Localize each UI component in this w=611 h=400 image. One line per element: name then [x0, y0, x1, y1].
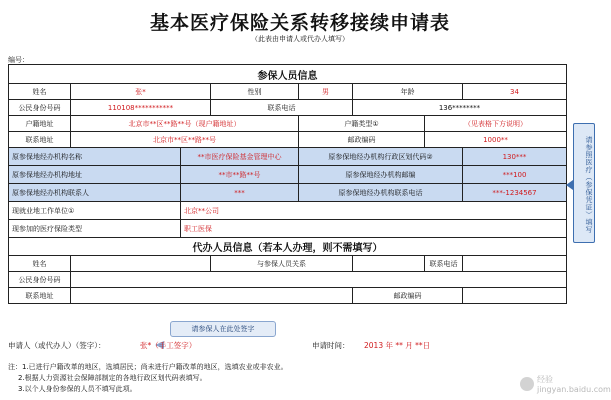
- footnotes: [8, 362, 288, 395]
- footnote-2: 2.根据人力资源社会保障部制定的各地行政区划代码表填写。: [18, 374, 207, 382]
- side-note-pointer: [566, 180, 573, 190]
- footnote-3: 3.以个人身份参保的人员不填写此项。: [18, 385, 137, 393]
- employer-value[interactable]: 北京**公司: [181, 202, 567, 220]
- hukou-address-label: 户籍地址: [9, 116, 71, 132]
- orig-agency-name-label: 原参保地经办机构名称: [9, 148, 181, 166]
- name-label: 姓名: [9, 84, 71, 100]
- watermark-line-2: jingyan.baidu.com: [537, 385, 611, 394]
- orig-agency-address-label: 原参保地经办机构地址: [9, 166, 181, 184]
- orig-agency-postcode-value[interactable]: ***100: [463, 166, 567, 184]
- agent-phone-value[interactable]: [463, 256, 567, 272]
- hukou-type-value[interactable]: （见表格下方说明）: [425, 116, 567, 132]
- agent-postcode-value[interactable]: [463, 288, 567, 304]
- agent-phone-label: 联系电话: [425, 256, 463, 272]
- orig-agency-contact-label: 原参保地经办机构联系人: [9, 184, 181, 202]
- applicant-signature-label: 申请人（或代办人）（签字）：: [8, 341, 106, 350]
- employer-label: 现就业地工作单位①: [9, 202, 181, 220]
- side-note: 请参照医疗（参保凭证）填写: [573, 123, 595, 243]
- id-value[interactable]: 110108***********: [71, 100, 211, 116]
- id-label: 公民身份号码: [9, 100, 71, 116]
- agent-relation-value[interactable]: [353, 256, 425, 272]
- agent-id-value[interactable]: [71, 272, 567, 288]
- orig-agency-name-value[interactable]: **市医疗保险基金管理中心: [181, 148, 299, 166]
- insurance-type-label: 现参加的医疗保险类型: [9, 220, 181, 238]
- insurance-type-value[interactable]: 职工医保: [181, 220, 567, 238]
- hukou-type-label: 户籍类型①: [299, 116, 425, 132]
- orig-agency-address-value[interactable]: **市**路**号: [181, 166, 299, 184]
- agent-relation-label: 与参保人员关系: [211, 256, 353, 272]
- footnote-1: 注：1.已进行户籍改革的地区，选填居民；尚未进行户籍改革的地区，选填农业或非农业。: [8, 363, 288, 371]
- form-title: 基本医疗保险关系转移接续申请表: [149, 12, 450, 34]
- application-date-value[interactable]: 2013 年 ** 月 **日: [364, 341, 431, 350]
- agent-id-label: 公民身份号码: [9, 272, 71, 288]
- form-subtitle: （此表由申请人或代办人填写）: [251, 35, 349, 43]
- agent-address-label: 联系地址: [9, 288, 71, 304]
- orig-agency-phone-value[interactable]: ***-1234567: [463, 184, 567, 202]
- age-label: 年龄: [353, 84, 463, 100]
- phone-value[interactable]: 136********: [353, 100, 567, 116]
- contact-address-value[interactable]: 北京市**区**路**号: [71, 132, 299, 148]
- gender-value[interactable]: 男: [299, 84, 353, 100]
- orig-agency-postcode-label: 原参保地经办机构邮编: [299, 166, 463, 184]
- section-agent-header: 代办人员信息（若本人办理，则不需填写）: [9, 238, 567, 256]
- applicant-signature-value[interactable]: 张*（手工签字）: [140, 341, 197, 350]
- orig-region-code-value[interactable]: 130***: [463, 148, 567, 166]
- agent-postcode-label: 邮政编码: [353, 288, 463, 304]
- orig-region-code-label: 原参保地经办机构行政区划代码②: [299, 148, 463, 166]
- watermark-logo-icon: [520, 377, 534, 391]
- hukou-address-value[interactable]: 北京市**区**路**号（现户籍地址）: [71, 116, 299, 132]
- agent-address-value[interactable]: [71, 288, 353, 304]
- postcode-label: 邮政编码: [299, 132, 425, 148]
- phone-label: 联系电话: [211, 100, 353, 116]
- age-value[interactable]: 34: [463, 84, 567, 100]
- application-form-table: [8, 64, 567, 304]
- agent-name-label: 姓名: [9, 256, 71, 272]
- orig-agency-contact-value[interactable]: ***: [181, 184, 299, 202]
- contact-address-label: 联系地址: [9, 132, 71, 148]
- postcode-value[interactable]: 1000**: [425, 132, 567, 148]
- watermark: [520, 375, 611, 395]
- agent-name-value[interactable]: [71, 256, 211, 272]
- signature-callout: 请参保人在此处签字: [170, 321, 276, 337]
- gender-label: 性别: [211, 84, 299, 100]
- section-insured-header: 参保人员信息: [9, 65, 567, 84]
- orig-agency-phone-label: 原参保地经办机构联系电话: [299, 184, 463, 202]
- name-value[interactable]: 张*: [71, 84, 211, 100]
- serial-number-label: 编号：: [8, 56, 29, 64]
- application-date-label: 申请时间：: [312, 341, 350, 350]
- watermark-line-1: 经验: [537, 375, 553, 384]
